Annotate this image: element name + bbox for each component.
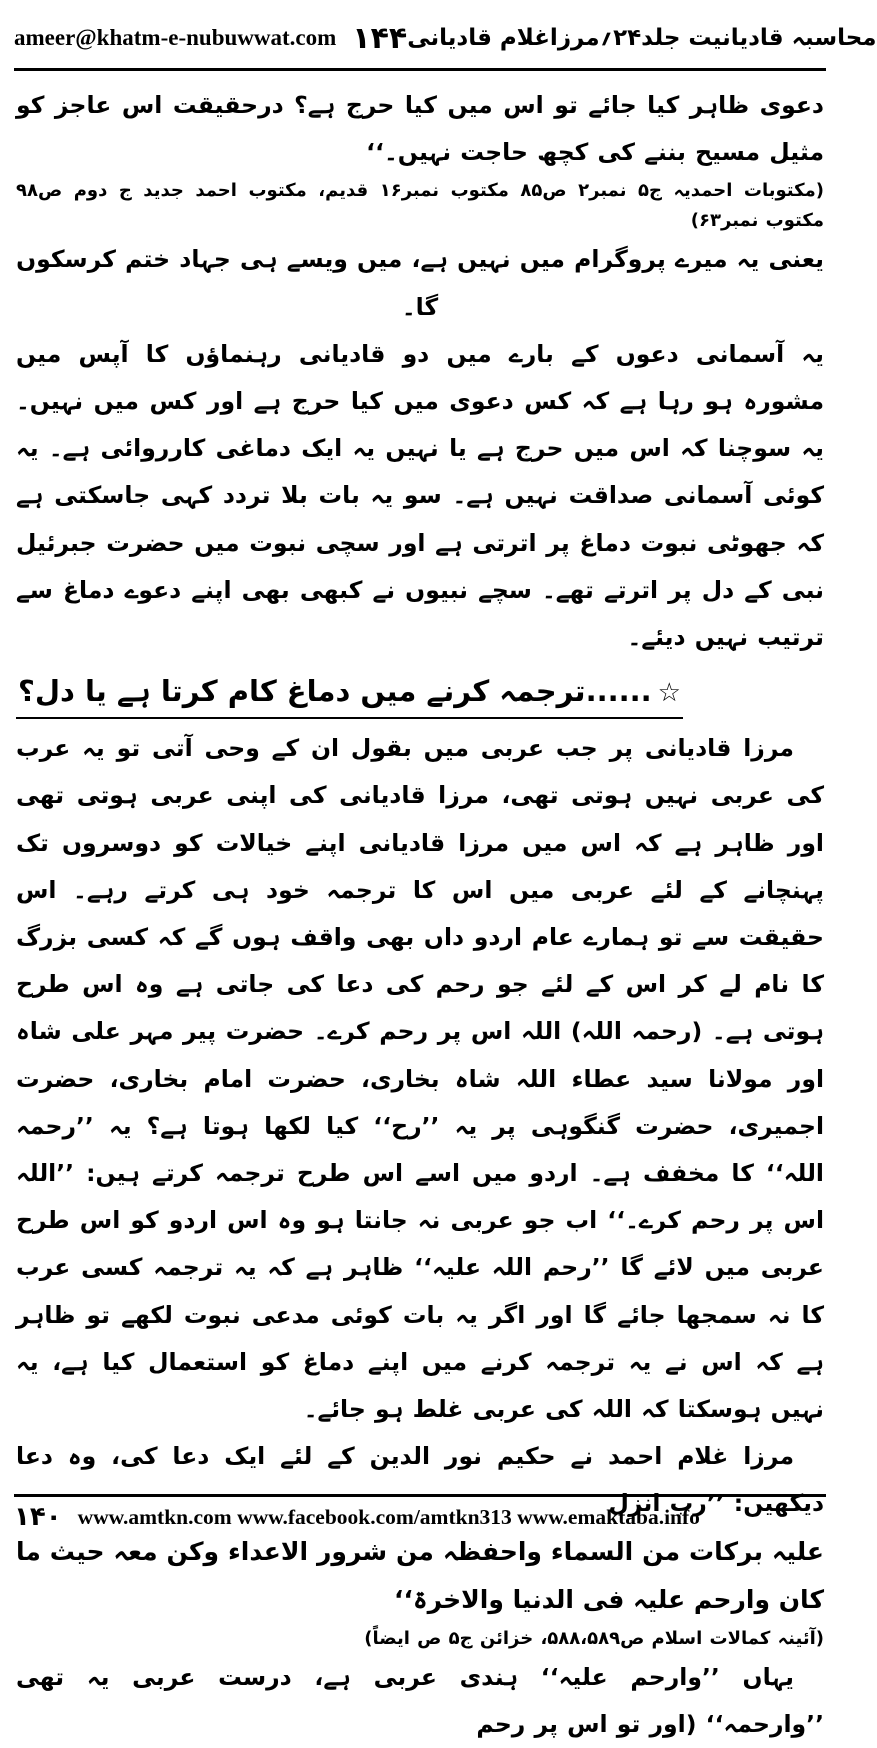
section-heading [16,667,683,719]
reference-1: (مکتوبات احمدیہ ج۵ نمبر۲ ص۸۵ مکتوب نمبر۱۶ قدیم، مکتوب احمد جدید ج دوم ص۹۸ مکتوب نمبر۶۳) [16,180,824,232]
page-footer [14,1494,826,1537]
header-book-title: محاسبہ قادیانیت جلد۲۴؍مرزاغلام قادیانی [407,25,877,51]
reference-2: (آئینہ کمالات اسلام ص۵۸۸،۵۸۹، خزائن ج۵ ص ایضاً) [364,1627,824,1649]
section-heading-wrap [16,667,824,719]
paragraph-4: مرزا قادیانی پر جب عربی میں بقول ان کے وحی آتی تو یہ عرب کی عربی نہیں ہوتی تھی، مرزا قادیانی کی اپنی عربی ہوتی تھی اور ظاہر ہے کہ اس میں مرزا قادیانی اپنے خیالات کو دوسروں تک پہنچانے کے لئے عربی میں اس کا ترجمہ خود ہی کرتے رہے۔ اس حقیقت سے تو ہمارے عام اردو داں بھی واقف ہوں گے کہ کسی بزرگ کا نام لے کر اس کے لئے جو رحم کی دعا کی جاتی ہے وہ اس طرح ہوتی ہے۔ (رحمہ اللہ) اللہ اس پر رحم کرے۔ حضرت پیر مہر علی شاہ اور مولانا سید عطاء اللہ شاہ بخاری، حضرت امام بخاری، حضرت اجمیری، حضرت گنگوہی پر یہ ’’رح‘‘ کیا لکھا ہوتا ہے؟ یہ ’’رحمہ اللہ‘‘ کا مخفف ہے۔ اردو میں اسے اس طرح ترجمہ کرتے ہیں: ’’اللہ اس پر رحم کرے۔‘‘ اب جو عربی نہ جانتا ہو وہ اس اردو کو اس طرح عربی میں لائے گا ’’رحم اللہ علیہ‘‘ ظاہر ہے کہ یہ ترجمہ کسی عرب کا نہ سمجھا جائے گا اور اگر یہ بات کوئی مدعی نبوت لکھے تو ظاہر ہے کہ اس نے یہ ترجمہ کرنے میں اپنے دماغ کو استعمال کیا ہے، یہ نہیں ہوسکتا کہ اللہ کی عربی غلط ہو جائے۔ [16,734,824,1424]
header-page-number: ۱۴۴ [352,20,408,56]
paragraph-1: دعوی ظاہر کیا جائے تو اس میں کیا حرج ہے؟ درحقیقت اس عاجز کو مثیل مسیح بننے کی کچھ حاجت نہیں۔‘‘ [16,91,824,167]
arabic-prayer: علیہ برکات من السماء واحفظہ من شرور الاعداء وکن معہ حیث ما کان وارحم علیہ فی الدنیا والاخرۃ‘‘ [16,1536,824,1614]
footer-links: www.amtkn.com www.facebook.com/amtkn313 www.emaktaba.info [77,1504,700,1529]
page-header [14,8,877,71]
header-email: ameer@khatm-e-nubuwwat.com [14,25,337,50]
star-icon: ☆ [657,678,681,709]
paragraph-5: مرزا غلام احمد نے حکیم نور الدین کے لئے ایک دعا کی، وہ دعا دیکھیں: ’’رب انزل [16,1442,824,1518]
paragraph-3: یہ آسمانی دعوں کے بارے میں دو قادیانی رہنماؤں کا آپس میں مشورہ ہو رہا ہے کہ کس دعوی میں کیا حرج ہے اور کس میں نہیں۔ یہ سوچنا کہ اس میں حرج ہے یا نہیں یہ ایک دماغی کارروائی ہے۔ یہ کوئی آسمانی صداقت نہیں ہے۔ سو یہ بات بلا تردد کہی جاسکتی ہے کہ جھوٹی نبوت دماغ پر اترتی ہے اور سچی نبوت میں حضرت جبرئیل نبی کے دل پر اترتے تھے۔ سچے نبیوں نے کبھی بھی اپنے دعوے دماغ سے ترتیب نہیں دیئے۔ [16,339,824,652]
section-heading-text: ......ترجمہ کرنے میں دماغ کام کرتا ہے یا دل؟ [18,674,652,709]
paragraph-6: یہاں ’’وارحم علیہ‘‘ ہندی عربی ہے، درست عربی یہ تھی ’’وارحمہ‘‘ (اور تو اس پر رحم [16,1662,824,1738]
footer-page-number: ۱۴۰ [14,1502,62,1532]
paragraph-2: یعنی یہ میرے پروگرام میں نہیں ہے، میں ویسے ہی جہاد ختم کرسکوں گا۔ [16,245,824,321]
